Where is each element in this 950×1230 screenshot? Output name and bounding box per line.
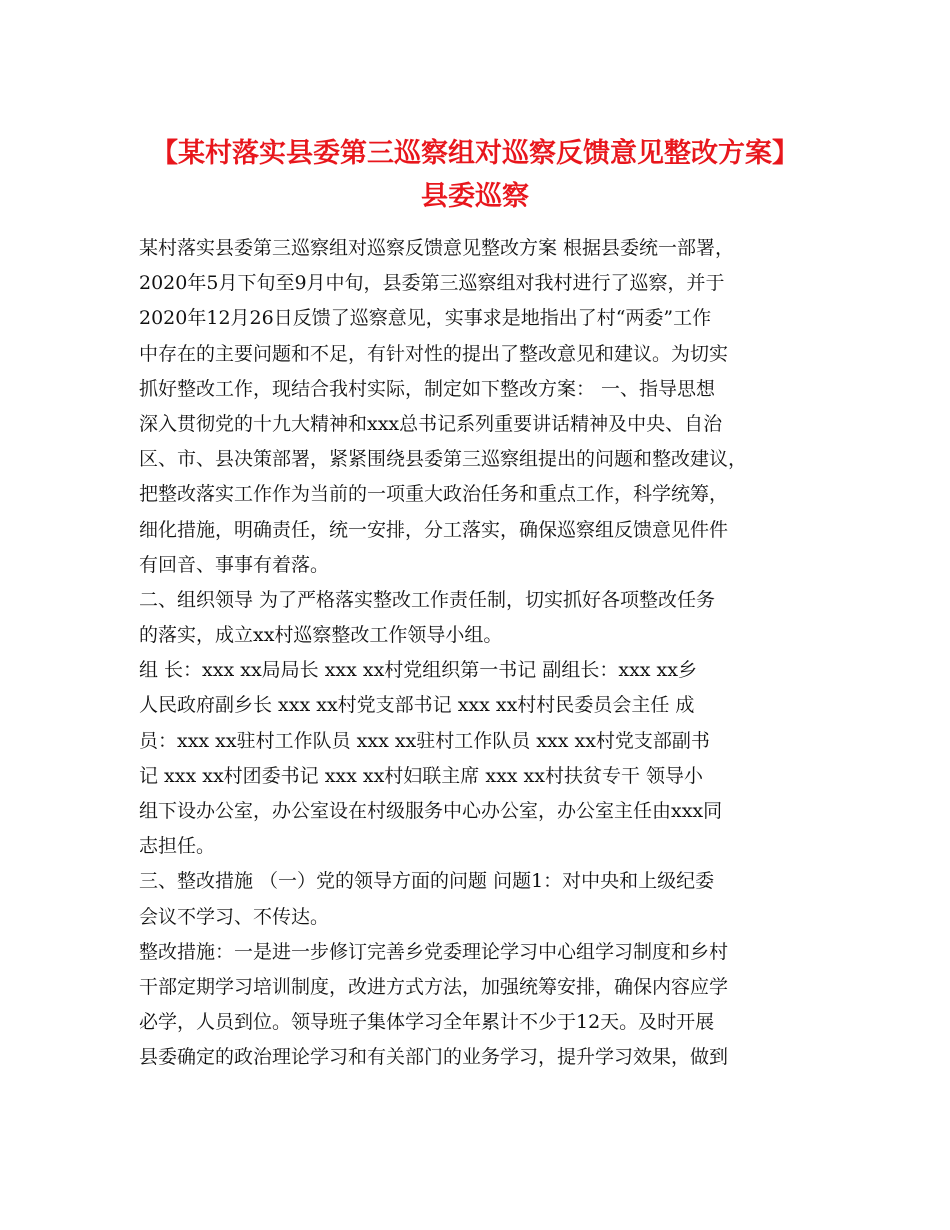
body-line: 2020年5月下旬至9月中旬，县委第三巡察组对我村进行了巡察，并于 (139, 272, 725, 295)
document-body (139, 231, 831, 1076)
body-line: 干部定期学习培训制度，改进方式方法，加强统筹安排，确保内容应学 (139, 975, 729, 998)
body-line: 员：xxx xx驻村工作队员 xxx xx驻村工作队员 xxx xx村党支部副书 (139, 729, 710, 752)
body-line: 整改措施：一是进一步修订完善乡党委理论学习中心组学习制度和乡村 (139, 940, 729, 963)
body-line: 县委确定的政治理论学习和有关部门的业务学习，提升学习效果，做到 (139, 1046, 729, 1069)
body-line: 2020年12月26日反馈了巡察意见，实事求是地指出了村“两委”工作 (139, 307, 712, 330)
body-line: 的落实，成立xx村巡察整改工作领导小组。 (139, 624, 503, 647)
body-line: 中存在的主要问题和不足，有针对性的提出了整改意见和建议。为切实 (139, 342, 729, 365)
body-line: 记 xxx xx村团委书记 xxx xx村妇联主席 xxx xx村扶贫专干 领导小 (139, 764, 704, 787)
body-line: 把整改落实工作作为当前的一项重大政治任务和重点工作，科学统筹， (139, 483, 729, 506)
document-title-line-1: 【某村落实县委第三巡察组对巡察反馈意见整改方案】 (151, 138, 799, 169)
body-line: 某村落实县委第三巡察组对巡察反馈意见整改方案 根据县委统一部署， (139, 237, 735, 259)
body-line: 细化措施，明确责任，统一安排，分工落实，确保巡察组反馈意见件件 (139, 518, 729, 541)
body-line: 三、整改措施 （一）党的领导方面的问题 问题1：对中央和上级纪委 (139, 870, 715, 893)
body-line: 有回音、事事有着落。 (139, 553, 330, 576)
body-line: 深入贯彻党的十九大精神和xxx总书记系列重要讲话精神及中央、自治 (139, 412, 723, 435)
body-line: 人民政府副乡长 xxx xx村党支部书记 xxx xx村村民委员会主任 成 (139, 694, 695, 717)
body-line: 志担任。 (139, 835, 216, 858)
body-line: 抓好整改工作，现结合我村实际，制定如下整改方案： 一、指导思想 (139, 377, 716, 400)
body-line: 组下设办公室，办公室设在村级服务中心办公室，办公室主任由xxx同 (139, 800, 723, 822)
body-line: 必学，人员到位。领导班子集体学习全年累计不少于12天。及时开展 (139, 1011, 715, 1034)
body-line: 会议不学习、不传达。 (139, 905, 330, 928)
body-line: 区、市、县决策部署，紧紧围绕县委第三巡察组提出的问题和整改建议， (139, 448, 748, 471)
body-line: 组 长：xxx xx局局长 xxx xx村党组织第一书记 副组长：xxx xx乡 (139, 659, 697, 682)
body-line: 二、组织领导 为了严格落实整改工作责任制，切实抓好各项整改任务 (139, 588, 716, 611)
document-title-line-2: 县委巡察 (421, 181, 529, 212)
